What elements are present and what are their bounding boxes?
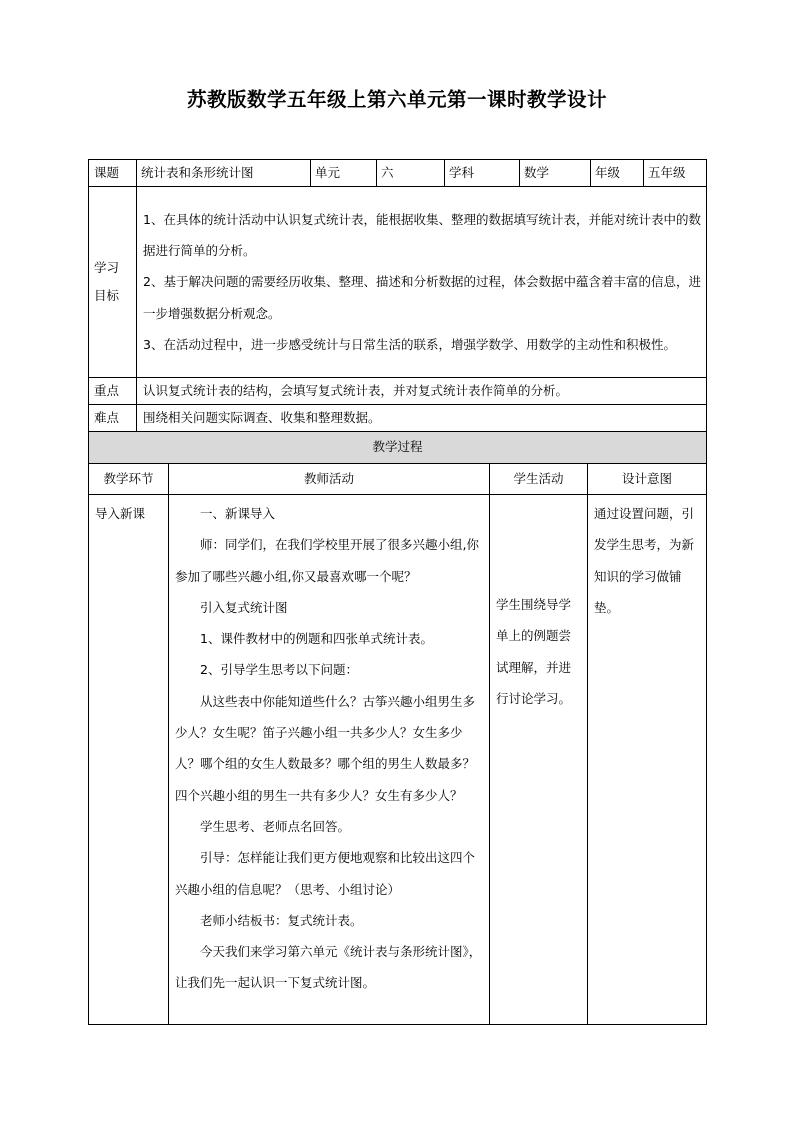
process-columns-row <box>89 464 707 495</box>
column-intent: 设计意图 <box>588 464 707 495</box>
goal-item: 2、基于解决问题的需要经历收集、整理、描述和分析数据的过程，体会数据中蕴含着丰富的信息，进一步增强数据分析观念。 <box>143 274 701 321</box>
column-stage: 教学环节 <box>89 464 169 495</box>
teacher-paragraph: 师：同学们，在我们学校里开展了很多兴趣小组,你参加了哪些兴趣小组,你又最喜欢哪一个呢？ <box>175 537 479 584</box>
column-teacher: 教师活动 <box>169 464 490 495</box>
goals-row <box>89 187 707 378</box>
intent-text: 通过设置问题，引发学生思考，为新知识的学习做铺垫。 <box>594 506 695 615</box>
goals-content <box>137 187 707 378</box>
process-header-row <box>89 432 707 464</box>
teacher-paragraph: 老师小结板书：复式统计表。 <box>200 912 363 928</box>
design-intent <box>588 495 707 1025</box>
unit-label: 单元 <box>311 160 377 187</box>
goal-item: 3、在活动过程中，进一步感受统计与日常生活的联系，增强学数学、用数学的主动性和积极性。 <box>143 336 676 352</box>
goal-item: 1、在具体的统计活动中认识复式统计表，能根据收集、整理的数据填写统计表，并能对统计表中的数据进行简单的分析。 <box>143 211 701 259</box>
difficulty-text: 围绕相关问题实际调查、收集和整理数据。 <box>137 405 707 432</box>
stage-cell: 导入新课 <box>89 495 169 1025</box>
goals-label <box>89 187 137 378</box>
student-text: 学生围绕导学单上的例题尝试理解，并进行讨论学习。 <box>496 597 572 706</box>
document-title: 苏教版数学五年级上第六单元第一课时教学设计 <box>186 88 607 111</box>
subject-value: 数学 <box>520 160 591 187</box>
goals-label-line2: 目标 <box>94 288 120 303</box>
teacher-paragraph: 1、课件教材中的例题和四张单式统计表。 <box>200 631 433 647</box>
topic-value: 统计表和条形统计图 <box>137 160 311 187</box>
info-row <box>89 160 707 187</box>
topic-label: 课题 <box>89 160 137 187</box>
process-row <box>89 495 707 1025</box>
lesson-info-table <box>88 159 707 432</box>
teaching-process-table <box>88 431 707 1025</box>
goals-label-line1: 学习 <box>94 260 120 275</box>
key-point-row <box>89 378 707 405</box>
teacher-paragraph: 今天我们来学习第六单元《统计表与条形统计图》，让我们先一起认识一下复式统计图。 <box>175 944 482 991</box>
unit-value: 六 <box>377 160 445 187</box>
teacher-paragraph: 2、引导学生思考以下问题： <box>200 662 358 678</box>
teacher-paragraph: 一、新课导入 <box>200 506 276 521</box>
column-student: 学生活动 <box>490 464 588 495</box>
teacher-activity <box>169 495 490 1025</box>
key-point-label: 重点 <box>89 378 137 405</box>
difficulty-row <box>89 405 707 432</box>
subject-label: 学科 <box>445 160 520 187</box>
grade-label: 年级 <box>591 160 644 187</box>
key-point-text: 认识复式统计表的结构，会填写复式统计表，并对复式统计表作简单的分析。 <box>137 378 707 405</box>
teacher-paragraph: 引导：怎样能让我们更方便地观察和比较出这四个兴趣小组的信息呢？（思考、小组讨论） <box>175 850 476 897</box>
grade-value: 五年级 <box>644 160 707 187</box>
process-header: 教学过程 <box>89 432 707 464</box>
teacher-paragraph: 学生思考、老师点名回答。 <box>200 818 351 834</box>
difficulty-label: 难点 <box>89 405 137 432</box>
student-activity <box>490 495 588 1025</box>
teacher-paragraph: 引入复式统计图 <box>200 599 288 615</box>
teacher-paragraph: 从这些表中你能知道些什么？古筝兴趣小组男生多少人？女生呢？笛子兴趣小组一共多少人？女生多少人？哪个组的女生人数最多？哪个组的男生人数最多？四个兴趣小组的男生一共有多少人？女生有多少人？ <box>175 693 476 803</box>
